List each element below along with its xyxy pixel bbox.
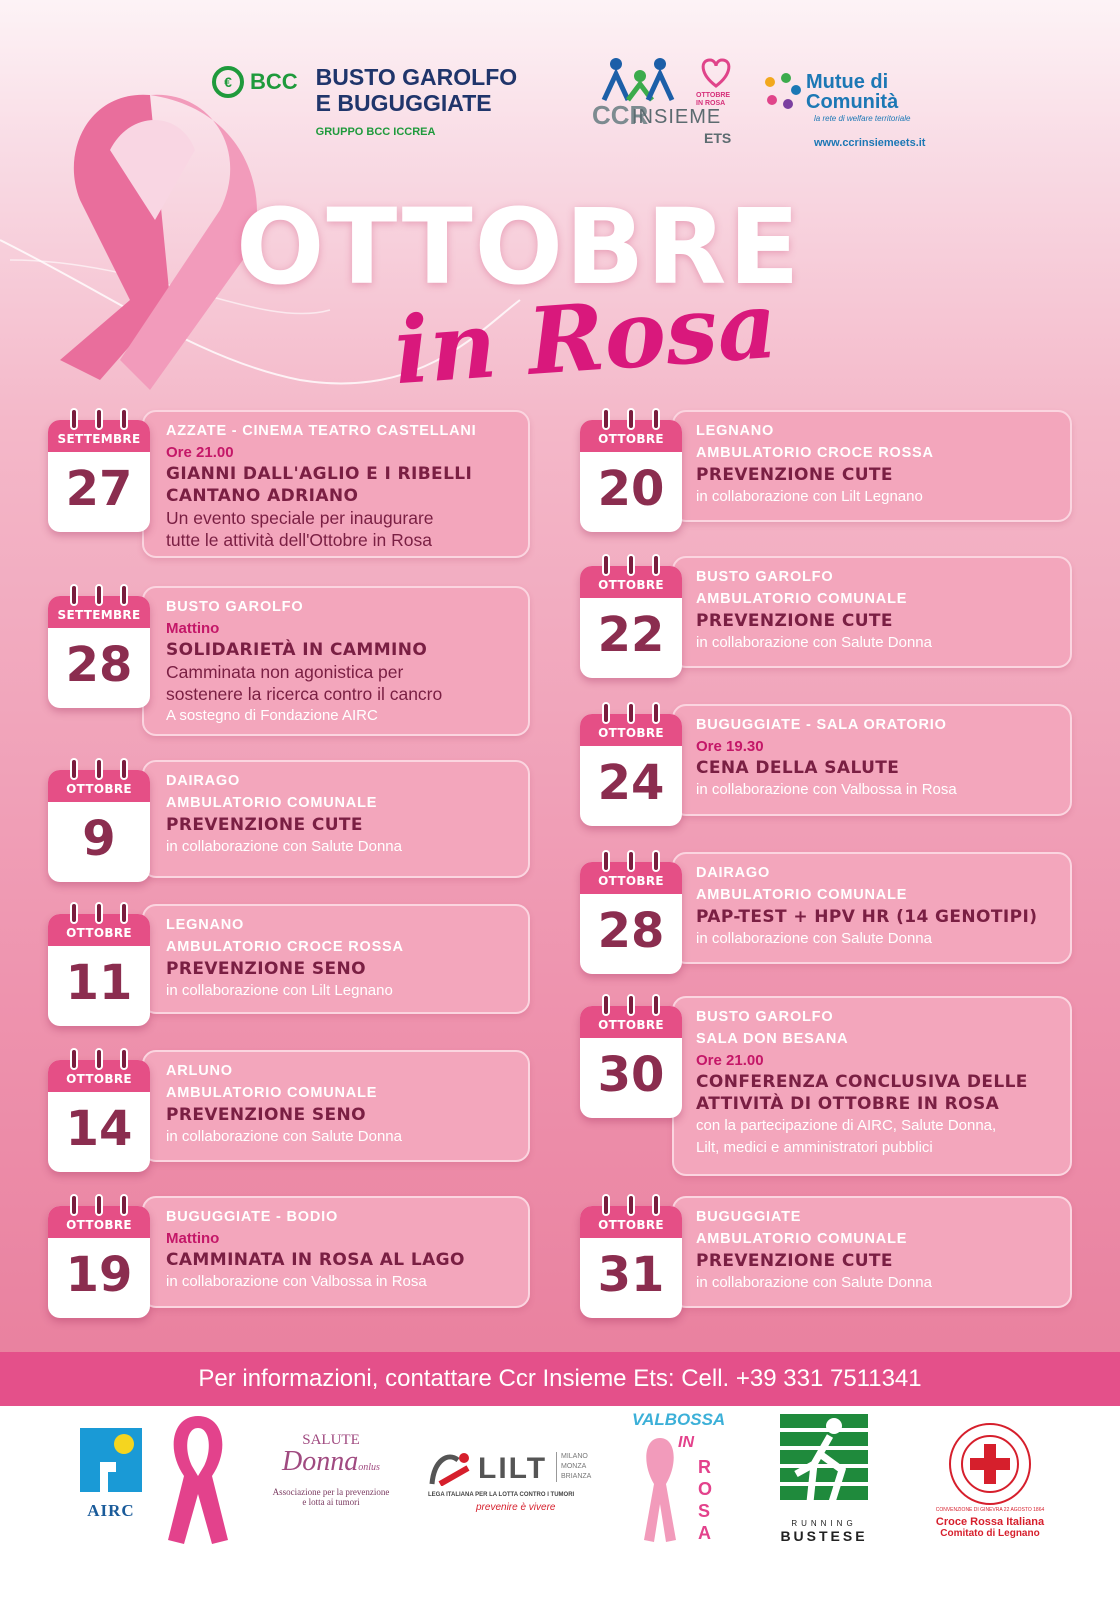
bcc-group: GRUPPO BCC ICCREA: [315, 126, 436, 138]
event-title: CANTANO ADRIANO: [166, 486, 359, 506]
bcc-text: [316, 64, 517, 138]
event-card: [672, 704, 1072, 816]
valbossa-in: IN: [678, 1434, 694, 1451]
event-note: A sostegno di Fondazione AIRC: [166, 707, 378, 724]
calendar-month: OTTOBRE: [580, 566, 682, 598]
calendar-rings: [580, 408, 682, 430]
calendar-day: 28: [65, 637, 133, 693]
event-desc: sostenere la ricerca contro il cancro: [166, 684, 443, 704]
cri-line1: Croce Rossa Italiana: [935, 1516, 1045, 1528]
calendar-date-icon: [48, 1206, 150, 1318]
calendar-ring: [627, 554, 635, 576]
event-title: GIANNI DALL'AGLIO E I RIBELLI: [166, 464, 473, 484]
calendar-rings: [48, 408, 150, 430]
ccr-badge: OTTOBRE IN ROSA: [696, 92, 731, 107]
event-loc: ARLUNO: [166, 1063, 233, 1079]
calendar-rings: [580, 1194, 682, 1216]
bcc-mark: [212, 66, 298, 98]
calendar-day: 9: [82, 811, 116, 867]
lilt-sub: LEGA ITALIANA PER LA LOTTA CONTRO I TUMORI: [428, 1492, 575, 1498]
donna-text: Donna: [282, 1446, 359, 1477]
event-title: PREVENZIONE CUTE: [696, 465, 893, 485]
mutue-title-line1: Mutue di: [806, 71, 889, 93]
salute-donna-logo: [266, 1432, 396, 1507]
calendar-day: 24: [597, 755, 665, 811]
calendar-ring: [652, 850, 660, 872]
calendar-date-icon: [48, 770, 150, 882]
calendar-ring: [95, 902, 103, 924]
event-note: in collaborazione con Lilt Legnano: [696, 488, 923, 505]
event-loc: BUGUGGIATE - BODIO: [166, 1209, 339, 1225]
calendar-ring: [627, 994, 635, 1016]
valbossa-rosa: ROSA: [698, 1457, 713, 1543]
event-time: Ore 21.00: [166, 444, 234, 461]
event-loc: AMBULATORIO COMUNALE: [696, 591, 908, 607]
event-note: in collaborazione con Valbossa in Rosa: [166, 1273, 427, 1290]
calendar-ring: [120, 1194, 128, 1216]
calendar-rings: [48, 584, 150, 606]
calendar-day: 22: [597, 607, 665, 663]
lilt-region-1: MILANO: [561, 1453, 588, 1460]
calendar-date-icon: [48, 1060, 150, 1172]
event-title: PAP-TEST + HPV HR (14 GENOTIPI): [696, 907, 1038, 927]
mutue-subtitle: la rete di welfare territoriale: [814, 114, 911, 123]
calendar-ring: [70, 408, 78, 430]
airc-icon: [80, 1428, 142, 1492]
event-loc: DAIRAGO: [166, 773, 241, 789]
salute-donna-sub1: Associazione per la prevenzione: [272, 1487, 390, 1497]
lilt-icon: [428, 1450, 474, 1486]
event-title: CAMMINATA IN ROSA AL LAGO: [166, 1250, 465, 1270]
calendar-day: 11: [65, 955, 133, 1011]
community-icon: [760, 72, 804, 112]
website-link[interactable]: www.ccrinsiemeets.it: [814, 137, 926, 149]
event-card: [672, 410, 1072, 522]
calendar-ring: [95, 584, 103, 606]
calendar-rings: [580, 702, 682, 724]
salute-text: SALUTE: [302, 1432, 360, 1448]
event-loc: LEGNANO: [696, 423, 775, 439]
airc-logo: [80, 1428, 142, 1520]
event-card: [142, 904, 530, 1014]
calendar-ring: [70, 902, 78, 924]
event-desc: tutte le attività dell'Ottobre in Rosa: [166, 530, 432, 550]
bcc-mark-text: BCC: [250, 69, 298, 94]
calendar-rings: [48, 902, 150, 924]
calendar-day: 20: [597, 461, 665, 517]
calendar-ring: [120, 584, 128, 606]
calendar-date-icon: [580, 862, 682, 974]
running-name: BUSTESE: [780, 1528, 868, 1544]
event-card: [672, 1196, 1072, 1308]
event-loc: AMBULATORIO COMUNALE: [166, 1085, 378, 1101]
event-title: PREVENZIONE CUTE: [166, 815, 363, 835]
event-loc: SALA DON BESANA: [696, 1031, 849, 1047]
calendar-month: OTTOBRE: [48, 1206, 150, 1238]
calendar-day: 31: [597, 1247, 665, 1303]
croce-rossa-logo: [928, 1422, 1052, 1539]
event-loc: BUSTO GAROLFO: [166, 599, 304, 615]
event-loc: LEGNANO: [166, 917, 245, 933]
event-time: Ore 21.00: [696, 1052, 764, 1069]
running-label: RUNNING: [791, 1519, 857, 1528]
event-note: in collaborazione con Salute Donna: [166, 1128, 402, 1145]
lilt-motto: prevenire è vivere: [476, 1502, 556, 1513]
bcc-circle-icon: €: [212, 66, 244, 98]
event-loc: BUGUGGIATE: [696, 1209, 802, 1225]
event-note: con la partecipazione di AIRC, Salute Donna,: [696, 1117, 997, 1134]
calendar-month: OTTOBRE: [48, 770, 150, 802]
event-note: in collaborazione con Salute Donna: [696, 634, 932, 651]
event-title: CENA DELLA SALUTE: [696, 758, 900, 778]
event-title: PREVENZIONE CUTE: [696, 611, 893, 631]
lilt-text: LILT: [478, 1452, 548, 1485]
event-note: in collaborazione con Salute Donna: [166, 838, 402, 855]
event-note: in collaborazione con Salute Donna: [696, 930, 932, 947]
event-loc: AMBULATORIO COMUNALE: [166, 795, 378, 811]
calendar-day: 30: [597, 1047, 665, 1103]
bcc-name-line1: BUSTO GAROLFO: [315, 64, 518, 90]
calendar-month: OTTOBRE: [48, 914, 150, 946]
event-loc: AMBULATORIO CROCE ROSSA: [166, 939, 404, 955]
event-loc: DAIRAGO: [696, 865, 771, 881]
calendar-month: OTTOBRE: [580, 714, 682, 746]
calendar-rings: [48, 1048, 150, 1070]
calendar-date-icon: [580, 1206, 682, 1318]
event-card: [142, 586, 530, 736]
calendar-ring: [602, 408, 610, 430]
calendar-day: 19: [65, 1247, 133, 1303]
ccr-insieme-logo: [592, 54, 752, 146]
valbossa-logo: [632, 1410, 732, 1550]
event-desc: Camminata non agonistica per: [166, 662, 404, 682]
calendar-month: OTTOBRE: [580, 1206, 682, 1238]
event-card: [672, 996, 1072, 1176]
calendar-month: OTTOBRE: [580, 862, 682, 894]
calendar-ring: [652, 554, 660, 576]
calendar-ring: [70, 1194, 78, 1216]
bcc-logo: [212, 64, 517, 138]
event-title: PREVENZIONE SENO: [166, 959, 366, 979]
header: [0, 0, 1120, 160]
calendar-rings: [580, 850, 682, 872]
contact-bar: Per informazioni, contattare Ccr Insieme Ets: Cell. +39 331 7511341: [0, 1352, 1120, 1406]
calendar-ring: [95, 758, 103, 780]
sponsors-footer: [0, 1406, 1120, 1600]
event-loc: AMBULATORIO CROCE ROSSA: [696, 445, 934, 461]
page-title: OTTOBRE: [236, 186, 802, 308]
calendar-ring: [95, 1194, 103, 1216]
event-loc: BUSTO GAROLFO: [696, 569, 834, 585]
calendar-day: 14: [65, 1101, 133, 1157]
ccr-insieme: INSIEME: [632, 106, 722, 128]
calendar-ring: [95, 408, 103, 430]
calendar-ring: [627, 850, 635, 872]
salute-donna-sub2: e lotta ai tumori: [302, 1497, 360, 1507]
calendar-ring: [652, 1194, 660, 1216]
calendar-rings: [580, 994, 682, 1016]
calendar-day: 27: [65, 461, 133, 517]
valbossa-ribbon-icon: [640, 1434, 680, 1544]
event-title: PREVENZIONE CUTE: [696, 1251, 893, 1271]
airc-text: AIRC: [87, 1501, 135, 1520]
calendar-ring: [120, 902, 128, 924]
cri-line2: Comitato di Legnano: [940, 1528, 1040, 1539]
lilt-region-3: BRIANZA: [561, 1473, 592, 1480]
ribbon-heart-icon: [696, 54, 736, 90]
event-time: Ore 19.30: [696, 738, 764, 755]
calendar-date-icon: [580, 714, 682, 826]
calendar-day: 28: [597, 903, 665, 959]
calendar-month: OTTOBRE: [580, 420, 682, 452]
calendar-date-icon: [48, 420, 150, 532]
mutue-logo: [760, 72, 925, 149]
event-title: SOLIDARIETÀ IN CAMMINO: [166, 640, 428, 660]
valbossa-title: VALBOSSA: [632, 1410, 726, 1429]
calendar-rings: [48, 1194, 150, 1216]
event-card: [142, 1196, 530, 1308]
calendar-ring: [70, 758, 78, 780]
calendar-ring: [602, 994, 610, 1016]
event-card: [672, 556, 1072, 668]
calendar-month: OTTOBRE: [580, 1006, 682, 1038]
event-loc: BUGUGGIATE - SALA ORATORIO: [696, 717, 947, 733]
calendar-ring: [602, 702, 610, 724]
calendar-ring: [627, 1194, 635, 1216]
event-desc: Un evento speciale per inaugurare: [166, 508, 434, 528]
event-loc: BUSTO GAROLFO: [696, 1009, 834, 1025]
calendar-date-icon: [580, 566, 682, 678]
ccr-ets: ETS: [704, 130, 732, 146]
calendar-ring: [627, 408, 635, 430]
calendar-ring: [70, 1048, 78, 1070]
calendar-date-icon: [580, 420, 682, 532]
calendar-ring: [70, 584, 78, 606]
event-note: in collaborazione con Lilt Legnano: [166, 982, 393, 999]
lilt-region: [556, 1452, 591, 1482]
bcc-name-line2: E BUGUGGIATE: [315, 90, 492, 116]
calendar-month: OTTOBRE: [48, 1060, 150, 1092]
event-loc: AMBULATORIO COMUNALE: [696, 1231, 908, 1247]
calendar-ring: [120, 1048, 128, 1070]
calendar-ring: [602, 850, 610, 872]
runner-icon: [780, 1414, 868, 1510]
event-time: Mattino: [166, 620, 220, 637]
event-note: in collaborazione con Salute Donna: [696, 1274, 932, 1291]
calendar-date-icon: [48, 596, 150, 708]
calendar-ring: [120, 758, 128, 780]
event-card: [142, 760, 530, 878]
calendar-date-icon: [580, 1006, 682, 1118]
mutue-title-line2: Comunità: [806, 91, 899, 113]
event-card: [142, 410, 530, 558]
donna-row: [266, 1446, 396, 1481]
calendar-rings: [48, 758, 150, 780]
event-title: CONFERENZA CONCLUSIVA DELLE: [696, 1072, 1028, 1092]
event-note: in collaborazione con Valbossa in Rosa: [696, 781, 957, 798]
calendar-ring: [602, 1194, 610, 1216]
calendar-ring: [652, 994, 660, 1016]
ccr-letters: CCR: [592, 100, 649, 130]
event-title: ATTIVITÀ DI OTTOBRE IN ROSA: [696, 1094, 1000, 1114]
people-icon: [598, 54, 678, 104]
event-title: PREVENZIONE SENO: [166, 1105, 366, 1125]
event-loc: AMBULATORIO COMUNALE: [696, 887, 908, 903]
calendar-month: SETTEMBRE: [48, 420, 150, 452]
running-bustese-logo: [780, 1414, 868, 1544]
event-time: Mattino: [166, 1230, 220, 1247]
cri-ring-text: CONVENZIONE DI GINEVRA 22 AGOSTO 1864: [935, 1507, 1045, 1513]
calendar-ring: [95, 1048, 103, 1070]
event-note: Lilt, medici e amministratori pubblici: [696, 1139, 933, 1156]
calendar-ring: [652, 702, 660, 724]
pink-ribbon-icon: [158, 1410, 238, 1546]
red-cross-icon: [948, 1422, 1032, 1506]
calendar-ring: [627, 702, 635, 724]
event-card: [672, 852, 1072, 964]
event-loc: AZZATE - CINEMA TEATRO CASTELLANI: [166, 423, 477, 439]
page-subtitle: in Rosa: [390, 270, 781, 406]
calendar-ring: [652, 408, 660, 430]
lilt-region-2: MONZA: [561, 1463, 587, 1470]
calendar-month: SETTEMBRE: [48, 596, 150, 628]
calendar-rings: [580, 554, 682, 576]
calendar-date-icon: [48, 914, 150, 1026]
event-card: [142, 1050, 530, 1162]
onlus-text: onlus: [358, 1462, 380, 1473]
calendar-ring: [120, 408, 128, 430]
calendar-ring: [602, 554, 610, 576]
